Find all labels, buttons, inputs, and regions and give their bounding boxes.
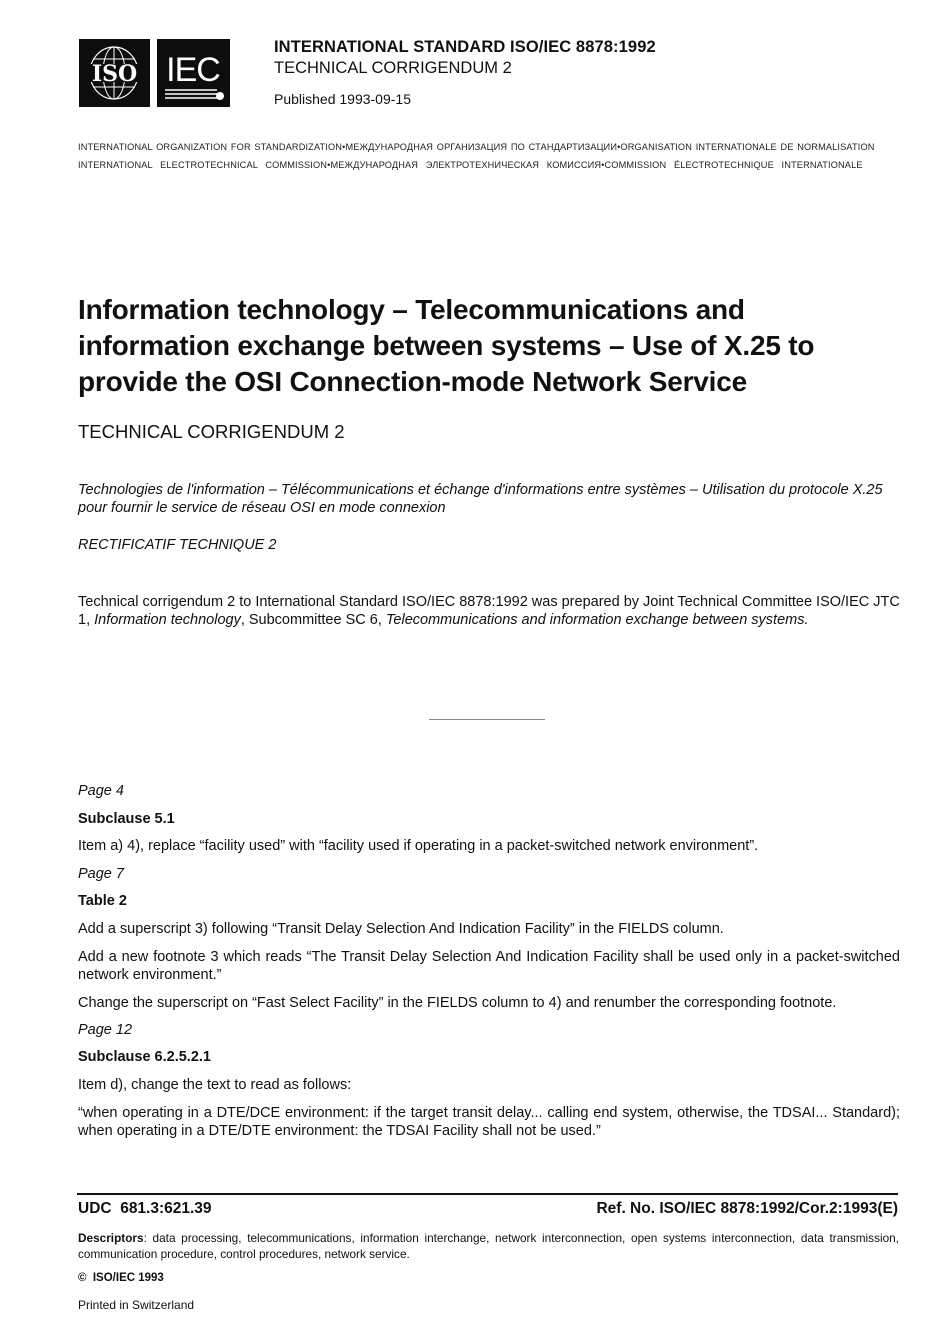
document-subtitle: TECHNICAL CORRIGENDUM 2 [78,421,345,442]
page-reference: Page 4 [78,783,124,799]
clause-heading: Subclause 5.1 [78,811,175,827]
footer-rule [77,1193,898,1195]
svg-text:ISO: ISO [91,61,138,87]
intro-subcommittee-title: Telecommunications and information exchange between systems. [385,612,809,628]
french-subtitle: RECTIFICATIF TECHNIQUE 2 [78,537,277,553]
iso-globe-icon [79,39,150,107]
iec-icon [157,39,230,107]
page-reference: Page 7 [78,866,124,882]
descriptors-label: Descriptors [78,1231,144,1245]
udc-code: UDC 681.3:621.39 [78,1200,212,1217]
iec-logo [157,39,230,107]
correction-item: Change the superscript on “Fast Select Facility” in the FIELDS column to 4) and renumber the corresponding footnote. [78,995,837,1011]
section-divider [429,719,545,720]
correction-item: Item a) 4), replace “facility used” with “facility used if operating in a packet-switched network environment”. [78,838,759,854]
corrigendum-label: TECHNICAL CORRIGENDUM 2 [274,59,512,77]
descriptors-text: : data processing, telecommunications, information interchange, network interconnection, open systems interconnection, data transmission, communication procedure, control procedures, network service. [78,1231,899,1261]
correction-item: “when operating in a DTE/DCE environment: if the target transit delay... calling end system, otherwise, the TDSAI... Standard); when operating in a DTE/DTE environment: the TDSAI Facility shall not be used.” [78,1105,900,1139]
svg-text:IEC: IEC [166,51,220,89]
iso-logo [79,39,150,107]
french-title: Technologies de l'information – Télécommunications et échange d'informations entre systèmes – Utilisation du protocole X.25 pour fournir le service de réseau OSI en mode connexion [78,482,883,516]
page-reference: Page 12 [78,1022,133,1038]
clause-heading: Subclause 6.2.5.2.1 [78,1049,211,1065]
intro-committee-title: Information technology [94,612,241,628]
reference-number: Ref. No. ISO/IEC 8878:1992/Cor.2:1993(E) [596,1200,898,1217]
document-title: Information technology – Telecommunications and information exchange between systems – Use of X.25 to provide the OSI Connection-mode Network Service [78,294,815,397]
copyright: © ISO/IEC 1993 [78,1272,164,1284]
published-date: Published 1993-09-15 [274,91,411,107]
correction-item: Add a new footnote 3 which reads “The Transit Delay Selection And Indication Facility shall be used only in a packet-switched network environment.” [78,949,900,983]
intro-paragraph [78,593,900,629]
organization-line-iso: INTERNATIONAL ORGANIZATION FOR STANDARDIZATION•МЕЖДУНАРОДНАЯ ОРГАНИЗАЦИЯ ПО СТАНДАРТИЗАЦИИ•ORGANISATION INTERNATIONALE DE NORMALISATION [78,142,875,152]
correction-item: Item d), change the text to read as follows: [78,1077,352,1093]
intro-text-2: , Subcommittee SC 6, [240,612,386,628]
intro-text: Technical corrigendum 2 to International Standard ISO/IEC 8878:1992 was prepared by Joint Technical Committee ISO/IEC JTC 1, [78,594,900,628]
descriptors [78,1230,899,1262]
organization-line-iec: INTERNATIONAL ELECTROTECHNICAL COMMISSION•МЕЖДУНАРОДНАЯ ЭЛЕКТРОТЕХНИЧЕСКАЯ КОМИССИЯ•COMMISSION ÉLECTROTECHNIQUE INTERNATIONALE [78,160,863,170]
printed-location: Printed in Switzerland [78,1298,195,1312]
clause-heading: Table 2 [78,893,127,909]
correction-item: Add a superscript 3) following “Transit Delay Selection And Indication Facility” in the FIELDS column. [78,921,724,937]
standard-title: INTERNATIONAL STANDARD ISO/IEC 8878:1992 [274,38,656,56]
